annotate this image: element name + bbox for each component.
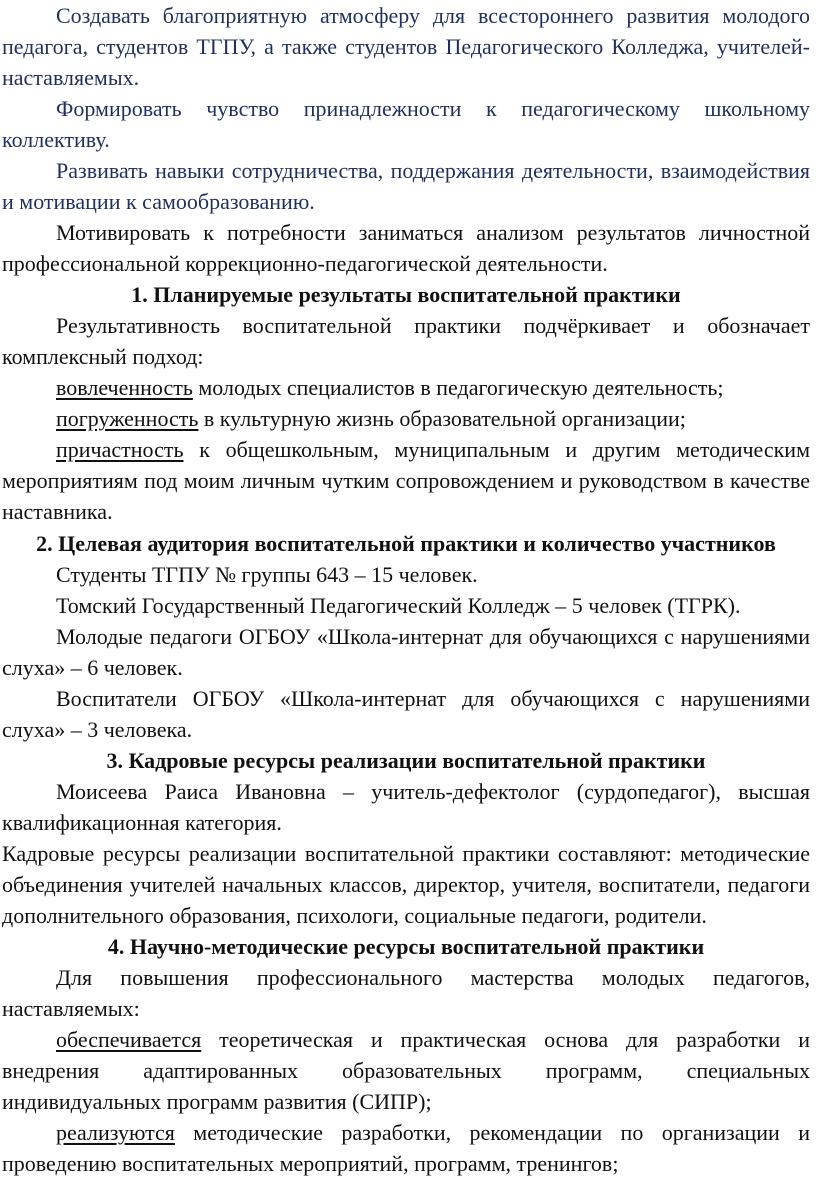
section-1-item [2, 434, 810, 527]
section-4-item-text: методические разработки, рекомендации по организации и проведению воспитательных мероприятий, программ, тренингов; [2, 1120, 810, 1176]
section-1-item-term: вовлеченность [56, 375, 193, 400]
intro-paragraph-3: Развивать навыки сотрудничества, поддержания деятельности, взаимодействия и мотивации к самообразованию. [2, 158, 810, 214]
section-4-item [2, 1024, 810, 1117]
section-3-paragraph-2: Кадровые ресурсы реализации воспитательной практики составляют: методические объединения учителей начальных классов, директор, учителя, воспитатели, педагоги дополнительного образования, психологи, социальные педагоги, родители. [2, 841, 810, 928]
section-2-item: Студенты ТГПУ № группы 643 – 15 человек. [56, 562, 478, 587]
section-2-item: Воспитатели ОГБОУ «Школа-интернат для обучающихся с нарушениями слуха» – 3 человека. [2, 686, 810, 742]
section-1-item [2, 403, 810, 434]
section-4-item-text: теоретическая и практическая основа для разработки и внедрения адаптированных образовательных программ, специальных индивидуальных программ развития (СИПР); [2, 1027, 810, 1114]
section-1-item [2, 372, 810, 403]
intro-paragraph-2: Формировать чувство принадлежности к педагогическому школьному коллективу. [2, 96, 810, 152]
section-3-paragraph-1: Моисеева Раиса Ивановна – учитель-дефектолог (сурдопедагог), высшая квалификационная категория. [2, 779, 810, 835]
section-1-item-text: в культурную жизнь образовательной организации; [198, 406, 686, 431]
section-4-intro: Для повышения профессионального мастерства молодых педагогов, наставляемых: [2, 965, 810, 1021]
section-3-heading: 3. Кадровые ресурсы реализации воспитательной практики [106, 748, 706, 773]
section-1-item-term: причастность [56, 437, 184, 462]
section-2-heading: 2. Целевая аудитория воспитательной практики и количество участников [36, 531, 776, 556]
section-4-heading: 4. Научно-методические ресурсы воспитательной практики [107, 934, 705, 959]
section-2-item: Молодые педагоги ОГБОУ «Школа-интернат для обучающихся с нарушениями слуха» – 6 человек. [2, 624, 810, 680]
section-1-item-text: молодых специалистов в педагогическую деятельность; [192, 375, 724, 400]
section-1-intro: Результативность воспитательной практики подчёркивает и обозначает комплексный подход: [2, 313, 810, 369]
section-1-heading: 1. Планируемые результаты воспитательной практики [131, 282, 681, 307]
section-4-item [2, 1117, 810, 1179]
intro-paragraph-1: Создавать благоприятную атмосферу для всестороннего развития молодого педагога, студентов ТГПУ, а также студентов Педагогического Колледжа, учителей-наставляемых. [2, 3, 810, 90]
motivate-paragraph: Мотивировать к потребности заниматься анализом результатов личностной профессиональной коррекционно-педагогической деятельности. [2, 220, 810, 276]
section-2-item: Томский Государственный Педагогический Колледж – 5 человек (ТГРК). [56, 593, 741, 618]
section-4-item-term: обеспечивается [56, 1027, 202, 1052]
section-4-item-term: реализуются [56, 1120, 175, 1145]
section-1-item-text: к общешкольным, муниципальным и другим методическим мероприятиям под моим личным чутким сопровождением и руководством в качестве наставника. [2, 437, 810, 524]
section-1-item-term: погруженность [56, 406, 199, 431]
